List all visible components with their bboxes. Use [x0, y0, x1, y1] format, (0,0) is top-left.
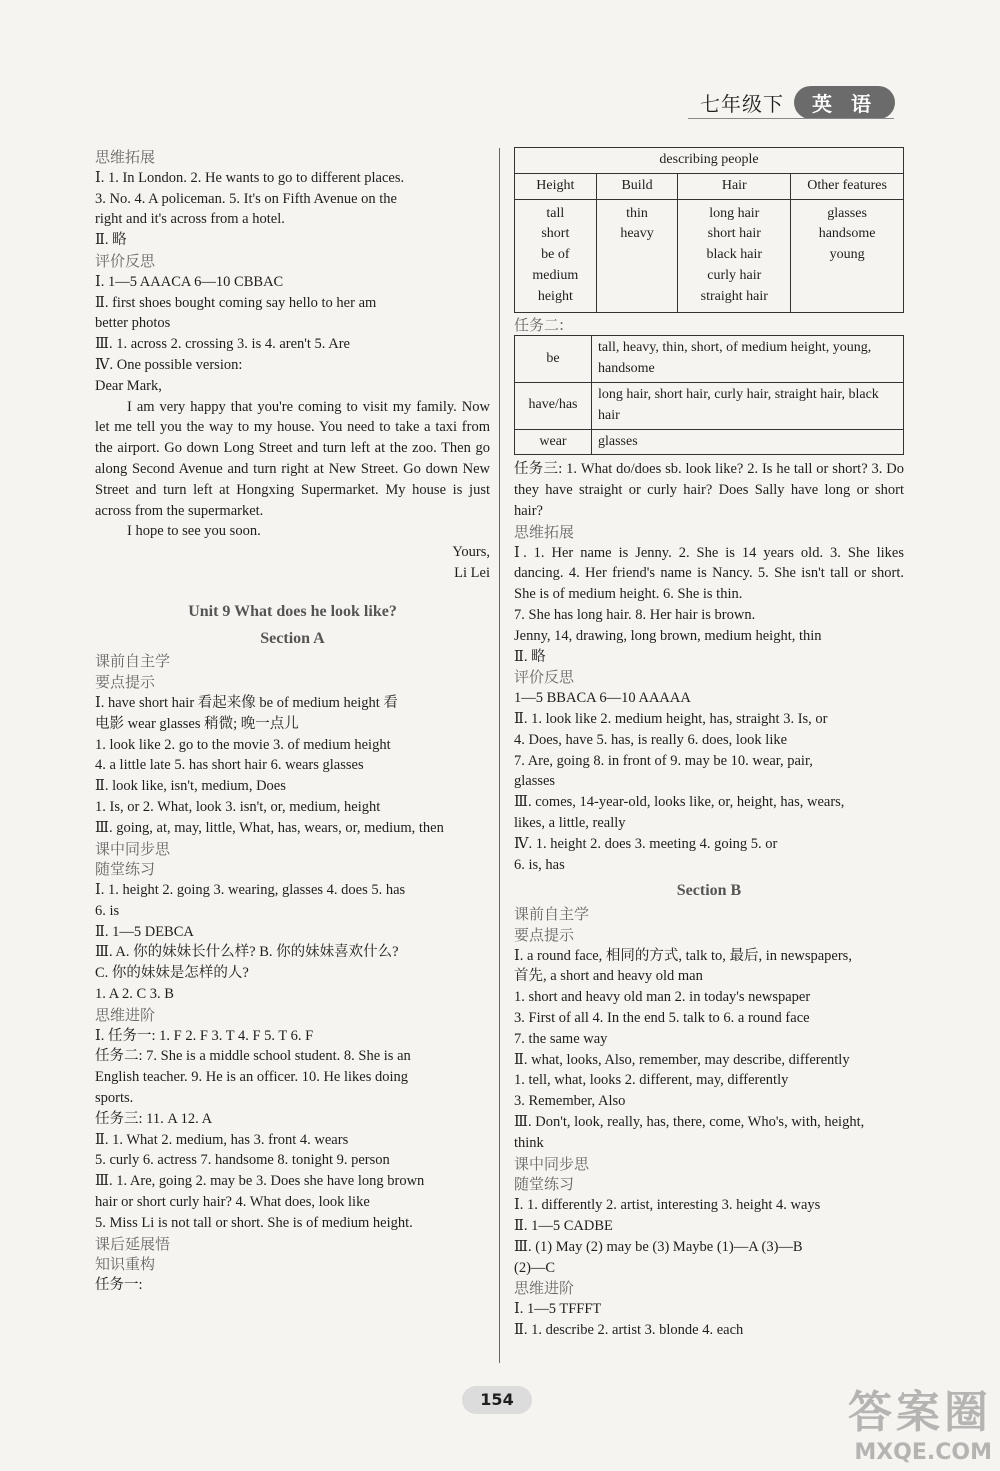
header-rule	[688, 118, 894, 119]
section-heading: 要点提示	[95, 673, 156, 692]
text-line: 任务三: 1. What do/does sb. look like? 2. Is he tall or short? 3. Do they have straight or curly hair? Does Sally have long or short hair?	[514, 461, 904, 519]
text-line: 1. short and heavy old man 2. in today's newspaper	[514, 989, 811, 1006]
watermark-url: MXQE.COM	[854, 1440, 992, 1465]
table-cell: long hair short hair black hair curly hair straight hair	[678, 199, 791, 312]
text-line: 1. tell, what, looks 2. different, may, differently	[514, 1072, 789, 1089]
text-line: glasses	[514, 773, 556, 790]
text-line: Ⅱ. 1. look like 2. medium height, has, straight 3. Is, or	[514, 710, 828, 727]
text-line: 6. is, has	[514, 856, 565, 873]
text-line: right and it's across from a hotel.	[95, 211, 285, 228]
text-line: Ⅰ. 1. height 2. going 3. wearing, glasses 4. does 5. has	[95, 882, 406, 899]
table-value: tall, heavy, thin, short, of medium height, young, handsome	[592, 336, 904, 383]
text-line: Ⅱ. 略	[514, 648, 546, 665]
text-line: 1. A 2. C 3. B	[95, 986, 174, 1003]
text-line: Ⅲ. 1. across 2. crossing 3. is 4. aren't 5. Are	[95, 336, 350, 353]
text-line: Ⅳ. 1. height 2. does 3. meeting 4. going 5. or	[514, 835, 778, 852]
table-cell: tall short be of medium height	[515, 199, 597, 312]
table-cell: thin heavy	[596, 199, 678, 312]
text-line: 1. Is, or 2. What, look 3. isn't, or, medium, height	[95, 798, 381, 815]
grade-label: 七年级下	[700, 94, 785, 116]
text-line: sports.	[95, 1090, 134, 1107]
section-heading: 随堂练习	[514, 1175, 575, 1194]
left-column	[95, 147, 490, 1296]
text-line: 7. the same way	[514, 1030, 608, 1047]
table-key: wear	[515, 429, 592, 455]
section-heading: 思维拓展	[95, 148, 156, 166]
text-line: Ⅰ. 1—5 AAACA 6—10 CBBAC	[95, 273, 284, 290]
text-line: 3. First of all 4. In the end 5. talk to 6. a round face	[514, 1010, 810, 1027]
text-line: 3. No. 4. A policeman. 5. It's on Fifth Avenue on the	[95, 190, 397, 207]
subject-badge: 英 语	[794, 86, 895, 119]
text-line: Ⅰ. have short hair 看起来像 be of medium height 看	[95, 694, 398, 711]
text-line: 6. is	[95, 902, 120, 919]
text-line: 5. Miss Li is not tall or short. She is of medium height.	[95, 1214, 413, 1231]
section-heading: 课前自主学	[514, 905, 590, 924]
text-line: Ⅱ. 1. What 2. medium, has 3. front 4. wears	[95, 1131, 349, 1148]
text-line: Ⅰ. 1. differently 2. artist, interesting 3. height 4. ways	[514, 1197, 821, 1214]
watermark-text: 答案圈	[848, 1387, 992, 1438]
text-line: 任务二: 7. She is a middle school student. 8. She is an	[95, 1048, 411, 1065]
text-line: 3. Remember, Also	[514, 1093, 626, 1110]
text-line: Ⅱ. first shoes bought coming say hello to her am	[95, 294, 377, 311]
text-line: 首先, a short and heavy old man	[514, 968, 703, 985]
text-line: Ⅳ. One possible version:	[95, 356, 243, 373]
text-line: Ⅱ. 1. describe 2. artist 3. blonde 4. each	[514, 1322, 744, 1339]
section-heading: 课后延展悟	[95, 1234, 171, 1253]
text-line: Section A	[260, 629, 325, 647]
table-title: describing people	[515, 148, 904, 174]
text-line: Ⅰ. 1. Her name is Jenny. 2. She is 14 years old. 3. She likes dancing. 4. Her friend's name is Nancy. 5. She isn't tall or short. She is of medium height. 6. She is thin.	[514, 544, 904, 603]
text-line: Ⅱ. 略	[95, 232, 127, 249]
table-key: be	[515, 336, 592, 383]
text-line: Li Lei	[454, 564, 490, 581]
text-line: Ⅱ. what, looks, Also, remember, may describe, differently	[514, 1051, 850, 1068]
section-heading: 思维进阶	[95, 1005, 156, 1024]
text-line: (2)—C	[514, 1259, 556, 1276]
text-line: Ⅲ. going, at, may, little, What, has, wears, or, medium, then	[95, 819, 444, 836]
task2-label: 任务二:	[514, 315, 565, 334]
table-value: glasses	[592, 429, 904, 455]
table-header: Build	[596, 173, 678, 199]
section-heading: 要点提示	[514, 925, 575, 944]
text-line: 任务三: 11. A 12. A	[95, 1110, 213, 1127]
text-line: Ⅲ. Don't, look, really, has, there, come, Who's, with, height,	[514, 1114, 865, 1131]
table-value: long hair, short hair, curly hair, straight hair, black hair	[592, 382, 904, 429]
text-line: Ⅱ. look like, isn't, medium, Does	[95, 778, 286, 795]
watermark-logo	[848, 1376, 992, 1465]
text-line: Jenny, 14, drawing, long brown, medium height, thin	[514, 627, 822, 644]
text-line: Ⅲ. A. 你的妹妹长什么样? B. 你的妹妹喜欢什么?	[95, 944, 399, 961]
text-line: likes, a little, really	[514, 814, 626, 831]
text-line: Yours,	[452, 544, 490, 561]
text-line: hair or short curly hair? 4. What does, look like	[95, 1194, 370, 1211]
table-key: have/has	[515, 382, 592, 429]
text-line: Ⅲ. comes, 14-year-old, looks like, or, height, has, wears,	[514, 794, 845, 811]
text-line: Ⅰ. a round face, 相同的方式, talk to, 最后, in newspapers,	[514, 947, 852, 964]
section-heading: 思维拓展	[514, 522, 575, 541]
describing-people-table	[514, 147, 904, 313]
word-usage-table	[514, 335, 904, 455]
text-line: Ⅰ. 任务一: 1. F 2. F 3. T 4. F 5. T 6. F	[95, 1027, 314, 1044]
right-column	[514, 147, 904, 1341]
text-line: Unit 9 What does he look like?	[188, 602, 397, 620]
section-heading: 课前自主学	[95, 652, 171, 671]
page-number: 154	[462, 1386, 532, 1414]
table-header: Other features	[791, 173, 904, 199]
text-line: 1—5 BBACA 6—10 AAAAA	[514, 690, 691, 707]
column-divider	[499, 148, 500, 1363]
text-line: Dear Mark,	[95, 377, 162, 394]
text-line: I hope to see you soon.	[127, 523, 261, 540]
page-header	[700, 86, 895, 119]
section-heading: 评价反思	[95, 251, 156, 270]
text-line: I am very happy that you're coming to visit my family. Now let me tell you the way to my house. You need to take a taxi from the airport. Go down Long Street and turn left at the zoo. Then go along Second Avenue and turn right at New Street. Go down New Street and turn left at Hongxing Supermarket. My house is just across from the supermarket.	[95, 398, 490, 519]
text-line: Ⅱ. 1—5 DEBCA	[95, 923, 194, 940]
section-heading: 思维进阶	[514, 1279, 575, 1298]
table-header: Height	[515, 173, 597, 199]
text-line: Section B	[676, 882, 742, 900]
right-text	[514, 459, 904, 1340]
text-line: Ⅰ. 1. In London. 2. He wants to go to different places.	[95, 169, 405, 186]
section-heading: 课中同步思	[514, 1154, 590, 1173]
text-line: 1. look like 2. go to the movie 3. of medium height	[95, 736, 391, 753]
text-line: 4. Does, have 5. has, is really 6. does, look like	[514, 731, 788, 748]
table-cell: glasses handsome young	[791, 199, 904, 312]
text-line: 5. curly 6. actress 7. handsome 8. tonight 9. person	[95, 1152, 390, 1169]
section-heading: 随堂练习	[95, 860, 156, 879]
table-header: Hair	[678, 173, 791, 199]
text-line: 任务一:	[95, 1277, 143, 1294]
section-heading: 评价反思	[514, 668, 575, 687]
text-line: 7. She has long hair. 8. Her hair is brown.	[514, 606, 756, 623]
text-line: 4. a little late 5. has short hair 6. wears glasses	[95, 757, 364, 774]
text-line: 7. Are, going 8. in front of 9. may be 10. wear, pair,	[514, 752, 813, 769]
section-heading: 知识重构	[95, 1255, 156, 1274]
text-line: Ⅲ. (1) May (2) may be (3) Maybe (1)—A (3)—B	[514, 1238, 803, 1255]
text-line: Ⅰ. 1—5 TFFFT	[514, 1301, 602, 1318]
text-line: think	[514, 1134, 544, 1151]
text-line: better photos	[95, 315, 171, 332]
text-line: Ⅱ. 1—5 CADBE	[514, 1218, 613, 1235]
text-line: C. 你的妹妹是怎样的人?	[95, 965, 249, 982]
text-line: English teacher. 9. He is an officer. 10. He likes doing	[95, 1069, 409, 1086]
text-line: Ⅲ. 1. Are, going 2. may be 3. Does she have long brown	[95, 1173, 425, 1190]
section-heading: 课中同步思	[95, 839, 171, 858]
text-line: 电影 wear glasses 稍微; 晚一点儿	[95, 715, 299, 732]
